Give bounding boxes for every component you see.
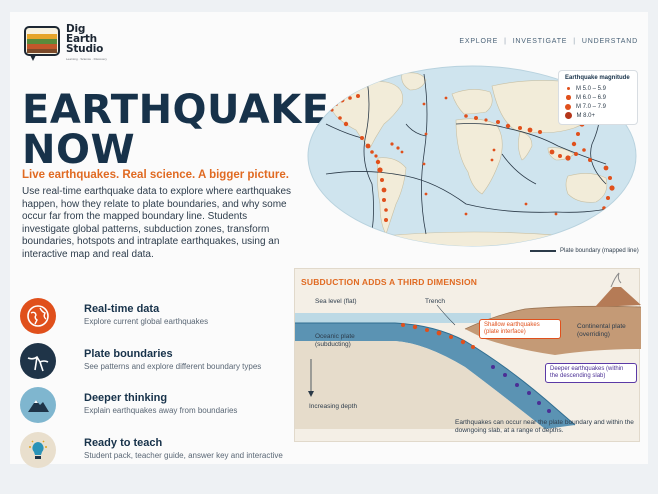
brand-name: Dig Earth Studio bbox=[66, 23, 104, 55]
shallow-earthquakes-callout: Shallow earthquakes (plate interface) bbox=[479, 319, 561, 339]
top-nav bbox=[459, 38, 638, 45]
subduction-title: SUBDUCTION ADDS A THIRD DIMENSION bbox=[301, 277, 478, 287]
mountain-icon bbox=[20, 387, 56, 423]
sea-level-label: Sea level (flat) bbox=[315, 298, 357, 305]
feature-desc: See patterns and explore different boundary types bbox=[84, 361, 262, 371]
lightbulb-icon bbox=[20, 432, 56, 468]
legend-item: M 5.0 – 5.9 bbox=[565, 84, 631, 93]
nav-understand[interactable]: UNDERSTAND bbox=[581, 38, 638, 45]
feature-title: Ready to teach bbox=[84, 436, 163, 449]
continental-plate-label: Continental plate (overriding) bbox=[577, 323, 626, 338]
feature-plate-boundaries[interactable] bbox=[20, 343, 290, 384]
trench-label: Trench bbox=[425, 298, 445, 305]
intro-text: Use real-time earthquake data to explore where earthquakes happen, how they relate to plate boundaries, and why some occur far from the mapped boundary line. Students investigate global patterns, subduction zones, transform boundaries, hotspots and intraplate earthquakes, using an interactive map and real data. bbox=[22, 186, 292, 260]
feature-desc: Explore current global earthquakes bbox=[84, 317, 209, 326]
plate-boundary-key: Plate boundary (mapped line) bbox=[530, 248, 639, 254]
subduction-diagram bbox=[295, 269, 641, 443]
tagline: Live earthquakes. Real science. A bigger picture. bbox=[22, 169, 289, 181]
nav-separator: | bbox=[504, 38, 507, 45]
feature-title: Real-time data bbox=[84, 303, 160, 315]
page-title: EARTHQUAKE NOW bbox=[22, 87, 330, 173]
brand-subtitle: Learning · Science · Discovery bbox=[66, 57, 107, 61]
nav-separator: | bbox=[573, 38, 576, 45]
legend-title: Earthquake magnitude bbox=[565, 75, 630, 81]
globe-icon bbox=[20, 298, 56, 334]
deeper-earthquakes-callout: Deeper earthquakes (within the descending slab) bbox=[545, 363, 637, 383]
legend-item: M 6.0 – 6.9 bbox=[565, 93, 631, 102]
subduction-panel bbox=[294, 268, 640, 442]
legend-item: M 7.0 – 7.9 bbox=[565, 102, 631, 111]
feature-title: Plate boundaries bbox=[84, 347, 173, 360]
subduction-caption: Earthquakes can occur near the plate boundary and within the downgoing slab, at a range of depths. bbox=[455, 419, 634, 434]
logo-layers-icon bbox=[22, 24, 64, 64]
feature-deeper-thinking[interactable] bbox=[20, 387, 290, 428]
brand-logo[interactable] bbox=[22, 20, 114, 72]
feature-real-time-data[interactable] bbox=[20, 298, 290, 339]
plates-icon bbox=[20, 343, 56, 379]
feature-title: Deeper thinking bbox=[84, 392, 168, 404]
feature-ready-to-teach[interactable] bbox=[20, 432, 290, 473]
plate-line-swatch bbox=[530, 250, 556, 252]
page bbox=[10, 12, 648, 464]
earthquake-map[interactable] bbox=[306, 64, 642, 266]
magnitude-legend bbox=[558, 70, 638, 125]
oceanic-plate-label: Oceanic plate (subducting) bbox=[315, 333, 355, 348]
feature-list bbox=[20, 298, 290, 476]
legend-item: M 8.0+ bbox=[565, 111, 631, 120]
increasing-depth-label: Increasing depth bbox=[309, 403, 358, 410]
feature-desc: Explain earthquakes away from boundaries bbox=[84, 406, 238, 415]
nav-investigate[interactable]: INVESTIGATE bbox=[512, 38, 568, 45]
feature-desc: Student pack, teacher guide, answer key and interactive bbox=[84, 450, 283, 460]
nav-explore[interactable]: EXPLORE bbox=[459, 38, 499, 45]
